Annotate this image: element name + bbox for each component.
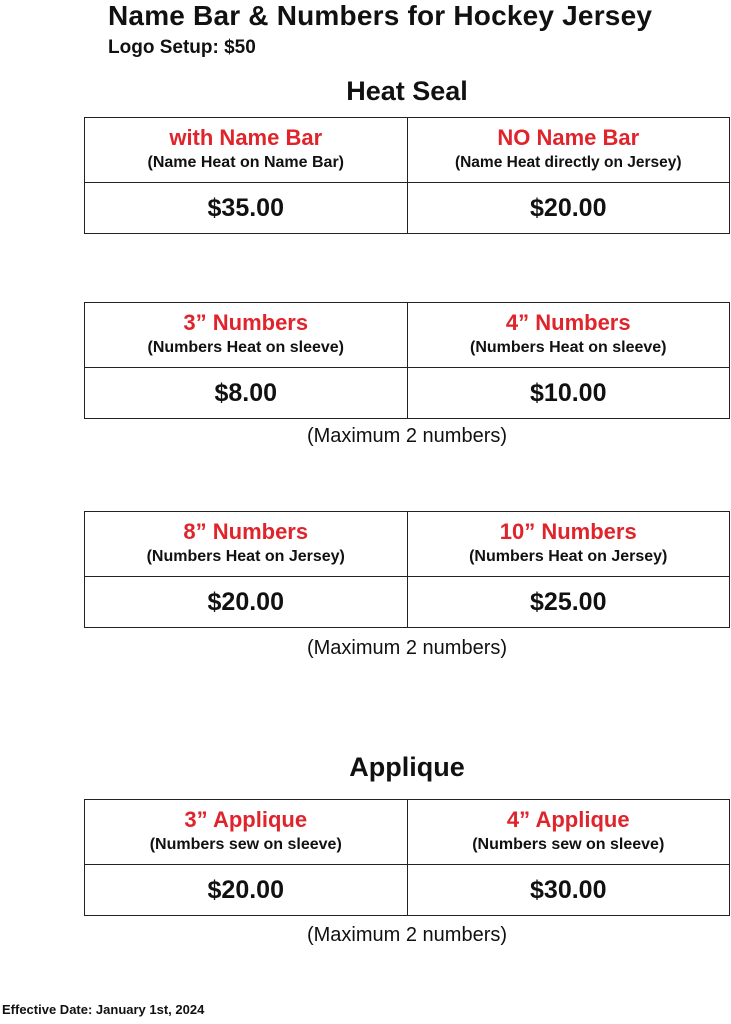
option-description: (Numbers sew on sleeve) [149,836,342,853]
10in-numbers-header [407,512,730,577]
with-name-bar-header [85,118,408,183]
3in-applique-header [85,800,408,865]
with-name-bar-price: $35.00 [85,183,408,234]
option-description: (Numbers Heat on sleeve) [147,339,344,356]
maximum-numbers-note: (Maximum 2 numbers) [306,637,508,659]
3in-numbers-header [85,303,408,368]
maximum-numbers-note: (Maximum 2 numbers) [306,425,508,447]
effective-date: Effective Date: January 1st, 2024 [2,1002,205,1017]
option-label: 3” Numbers [183,310,309,335]
4in-numbers-header [407,303,730,368]
heat-seal-heading: Heat Seal [346,76,468,106]
8in-numbers-price: $20.00 [85,577,408,628]
jersey-numbers-price-table [84,511,730,628]
option-description: (Name Heat on Name Bar) [147,154,344,171]
no-name-bar-header [407,118,730,183]
page-title: Name Bar & Numbers for Hockey Jersey [108,0,653,31]
option-description: (Name Heat directly on Jersey) [454,154,682,171]
sleeve-numbers-price-table [84,302,730,419]
name-bar-price-table [84,117,730,234]
4in-numbers-price: $10.00 [407,368,730,419]
3in-numbers-price: $8.00 [85,368,408,419]
applique-price-table [84,799,730,916]
option-label: 10” Numbers [499,519,637,544]
no-name-bar-price: $20.00 [407,183,730,234]
option-description: (Numbers Heat on Jersey) [146,548,345,565]
10in-numbers-price: $25.00 [407,577,730,628]
maximum-numbers-note: (Maximum 2 numbers) [306,924,508,946]
option-label: 8” Numbers [183,519,309,544]
4in-applique-header [407,800,730,865]
option-description: (Numbers sew on sleeve) [472,836,665,853]
option-label: 4” Numbers [505,310,631,335]
option-description: (Numbers Heat on Jersey) [469,548,668,565]
option-description: (Numbers Heat on sleeve) [469,339,667,356]
option-label: NO Name Bar [497,125,640,150]
3in-applique-price: $20.00 [85,865,408,916]
applique-heading: Applique [349,752,465,782]
8in-numbers-header [85,512,408,577]
4in-applique-price: $30.00 [407,865,730,916]
option-label: with Name Bar [169,125,323,150]
option-label: 3” Applique [184,807,308,832]
logo-setup-price: Logo Setup: $50 [108,37,256,58]
option-label: 4” Applique [506,807,630,832]
